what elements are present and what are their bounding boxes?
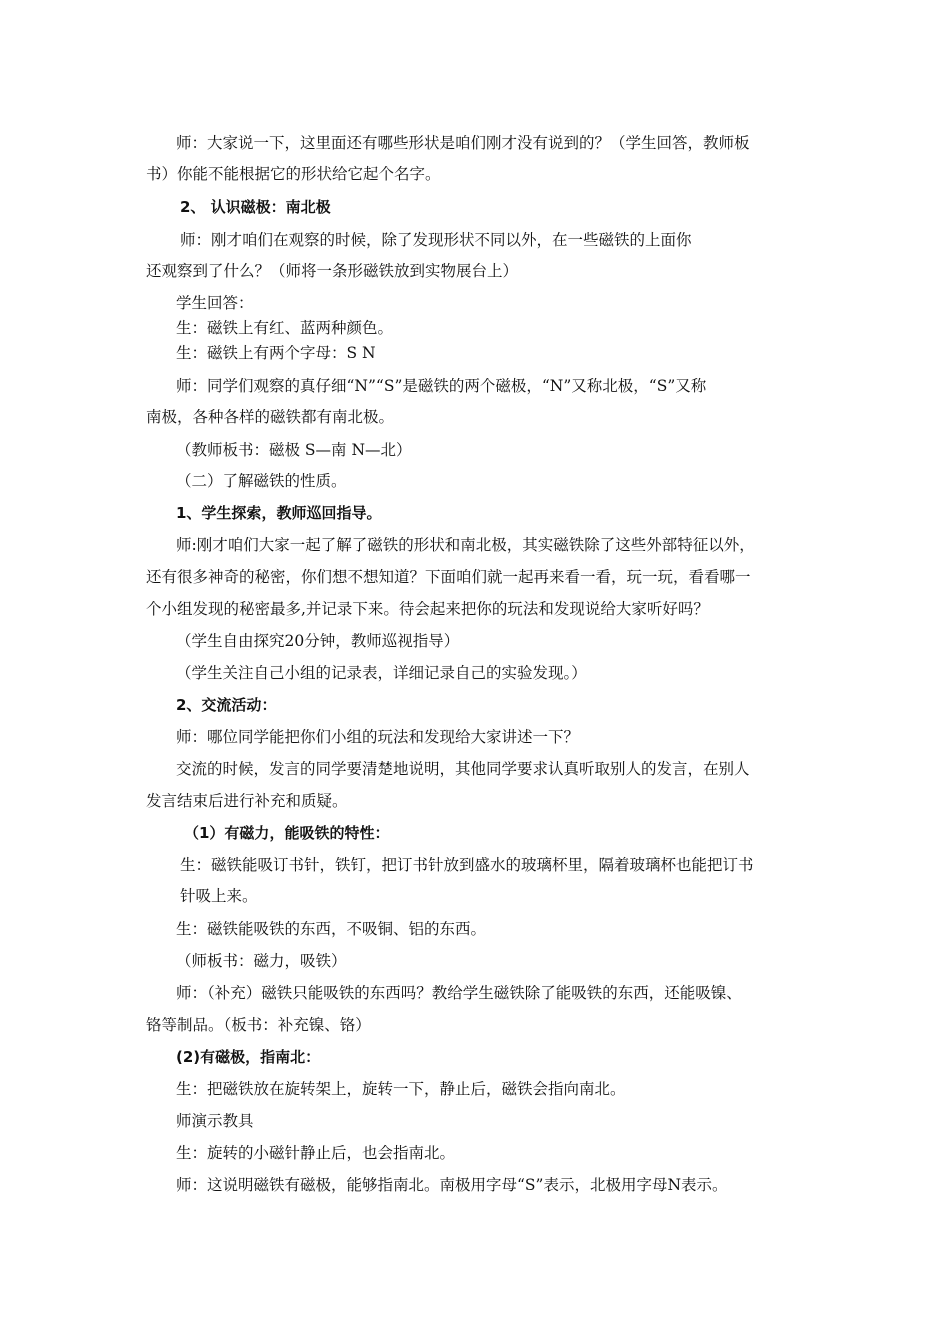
paragraph-line: 还观察到了什么？（师将一条形磁铁放到实物展台上） — [146, 262, 519, 280]
paragraph-line: 针吸上来。 — [180, 887, 258, 905]
paragraph-line: 师：刚才咱们在观察的时候，除了发现形状不同以外，在一些磁铁的上面你 — [180, 231, 692, 249]
section-heading: (2)有磁极，指南北： — [176, 1048, 321, 1066]
section-heading: （1）有磁力，能吸铁的特性： — [184, 824, 390, 842]
paragraph-line: 师：这说明磁铁有磁极，能够指南北。南极用字母“S”表示，北极用字母N表示。 — [176, 1176, 728, 1194]
paragraph-line: 南极，各种各样的磁铁都有南北极。 — [146, 408, 395, 426]
paragraph-line: 生：磁铁上有红、蓝两种颜色。 — [176, 319, 394, 337]
paragraph-line: 师：（补充）磁铁只能吸铁的东西吗？教给学生磁铁除了能吸铁的东西，还能吸镍、 — [176, 984, 742, 1002]
paragraph-line: 书）你能不能根据它的形状给它起个名字。 — [146, 165, 441, 183]
paragraph-line: 师：同学们观察的真仔细“N”“S”是磁铁的两个磁极，“N”又称北极，“S”又称 — [176, 377, 707, 395]
paragraph-line: 生：把磁铁放在旋转架上，旋转一下，静止后，磁铁会指向南北。 — [176, 1080, 626, 1098]
section-heading: 1、学生探索，教师巡回指导。 — [176, 504, 382, 522]
paragraph-line: 铬等制品。（板书：补充镍、铬） — [146, 1016, 371, 1034]
paragraph-line: 师：大家说一下，这里面还有哪些形状是咱们刚才没有说到的？（学生回答，教师板 — [176, 134, 750, 152]
paragraph-line: （二）了解磁铁的性质。 — [176, 472, 347, 490]
paragraph-line: 师：哪位同学能把你们小组的玩法和发现给大家讲述一下？ — [176, 728, 580, 746]
paragraph-line: 生：磁铁能吸铁的东西，不吸铜、铝的东西。 — [176, 920, 487, 938]
section-heading: 2、 认识磁极：南北极 — [180, 198, 331, 216]
paragraph-line: 师演示教具 — [176, 1112, 254, 1130]
paragraph-line: 生：磁铁能吸订书针，铁钉，把订书针放到盛水的玻璃杯里，隔着玻璃杯也能把订书 — [180, 856, 754, 874]
paragraph-line: （学生关注自己小组的记录表，详细记录自己的实验发现。） — [176, 664, 587, 682]
paragraph-line: 个小组发现的秘密最多,并记录下来。待会起来把你的玩法和发现说给大家听好吗？ — [146, 600, 709, 618]
paragraph-line: 交流的时候，发言的同学要清楚地说明，其他同学要求认真听取别人的发言，在别人 — [176, 760, 750, 778]
paragraph-line: 生：旋转的小磁针静止后，也会指南北。 — [176, 1144, 456, 1162]
paragraph-line: 生：磁铁上有两个字母：S N — [176, 344, 376, 362]
paragraph-line: 还有很多神奇的秘密，你们想不想知道？下面咱们就一起再来看一看，玩一玩，看看哪一 — [146, 568, 751, 586]
paragraph-line: 发言结束后进行补充和质疑。 — [146, 792, 348, 810]
paragraph-line: 师:刚才咱们大家一起了解了磁铁的形状和南北极，其实磁铁除了这些外部特征以外， — [176, 536, 755, 554]
paragraph-line: 学生回答： — [176, 294, 254, 312]
paragraph-line: （师板书：磁力，吸铁） — [176, 952, 347, 970]
section-heading: 2、交流活动： — [176, 696, 277, 714]
paragraph-line: （教师板书：磁极 S—南 N—北） — [176, 441, 412, 459]
paragraph-line: （学生自由探究20分钟，教师巡视指导） — [176, 632, 460, 650]
